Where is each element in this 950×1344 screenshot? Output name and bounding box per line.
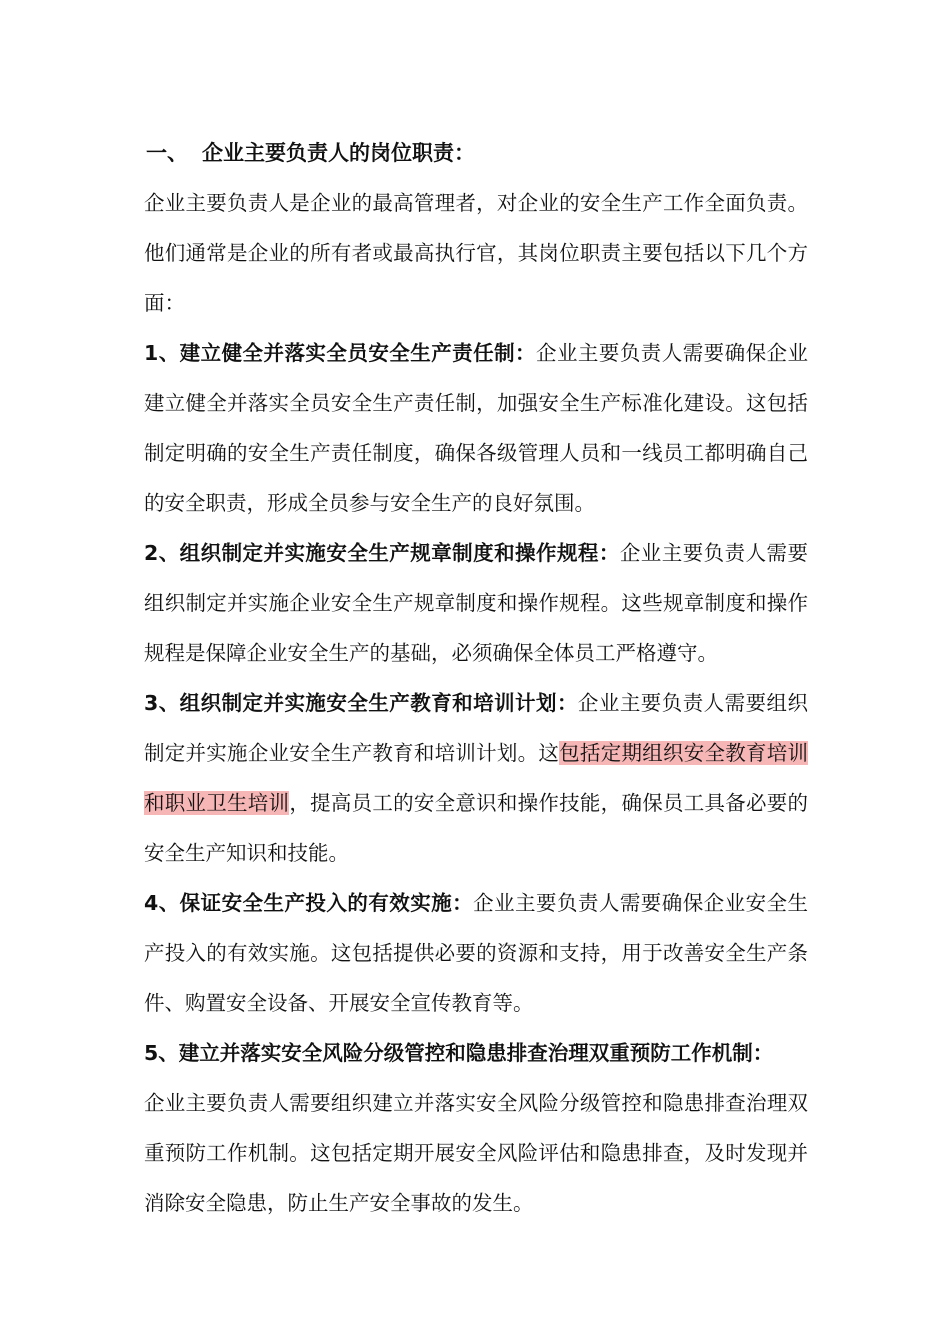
duty-item-3-text-after: ，提高员工的安全意识和操作技能，确保员工具备必要的安全生产知识和技能。 — [144, 791, 809, 865]
duty-item-1-title: 1、建立健全并落实全员安全生产责任制： — [144, 341, 536, 365]
section-title: 企业主要负责人的岗位职责： — [202, 141, 475, 165]
duty-item-3 — [144, 678, 808, 878]
duty-item-1-text: 企业主要负责人需要确保企业建立健全并落实全员安全生产责任制，加强安全生产标准化建设。这包括制定明确的安全生产责任制度，确保各级管理人员和一线员工都明确自己的安全职责，形成全员参与安全生产的良好氛围。 — [144, 341, 809, 515]
duty-item-5-title: 5、建立并落实安全风险分级管控和隐患排查治理双重预防工作机制： — [144, 1041, 774, 1065]
duty-item-2 — [144, 528, 808, 678]
duty-item-3-text-before: 企业主要负责人需要组织制定并实施企业安全生产教育和培训计划。这 — [144, 691, 808, 765]
section-number: 一、 — [146, 141, 188, 165]
duty-item-5-body — [144, 1078, 808, 1228]
document-content — [144, 128, 808, 1228]
duty-item-4-title: 4、保证安全生产投入的有效实施： — [144, 891, 474, 915]
duty-item-4 — [144, 878, 808, 1028]
highlighted-text: 包括定期组织安全教育培训和职业卫生培训 — [144, 741, 809, 815]
duty-item-2-title: 2、组织制定并实施安全生产规章制度和操作规程： — [144, 541, 620, 565]
intro-paragraph: 企业主要负责人是企业的最高管理者，对企业的安全生产工作全面负责。他们通常是企业的所有者或最高执行官，其岗位职责主要包括以下几个方面： — [144, 191, 808, 315]
duty-item-1 — [144, 328, 808, 528]
duty-item-2-text: 企业主要负责人需要组织制定并实施企业安全生产规章制度和操作规程。这些规章制度和操作规程是保障企业安全生产的基础，必须确保全体员工严格遵守。 — [144, 541, 809, 665]
duty-item-5 — [144, 1028, 808, 1078]
duty-item-3-title: 3、组织制定并实施安全生产教育和培训计划： — [144, 691, 578, 715]
duty-item-5-text: 企业主要负责人需要组织建立并落实安全风险分级管控和隐患排查治理双重预防工作机制。这包括定期开展安全风险评估和隐患排查，及时发现并消除安全隐患，防止生产安全事故的发生。 — [144, 1091, 808, 1215]
section-heading — [146, 128, 808, 178]
duty-item-4-text: 企业主要负责人需要确保企业安全生产投入的有效实施。这包括提供必要的资源和支持，用于改善安全生产条件、购置安全设备、开展安全宣传教育等。 — [144, 891, 809, 1015]
